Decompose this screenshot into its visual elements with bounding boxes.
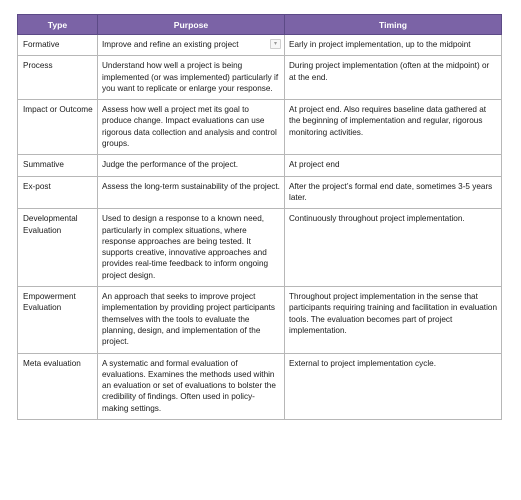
cell-timing[interactable]: At project end — [285, 155, 502, 176]
cell-purpose[interactable]: Assess the long-term sustainability of the project. — [98, 176, 285, 209]
cell-type[interactable]: Ex-post — [18, 176, 98, 209]
cell-purpose[interactable]: Understand how well a project is being implemented (or was implemented) particularly if you want to replicate or enlarge your response. — [98, 56, 285, 100]
cell-type[interactable]: Meta evaluation — [18, 353, 98, 419]
cell-purpose[interactable]: A systematic and formal evaluation of evaluations. Examines the methods used within an evaluation or set of evaluations to bolster the credibility of findings. Often used in policy-making settings. — [98, 353, 285, 419]
cell-timing[interactable]: Early in project implementation, up to the midpoint — [285, 35, 502, 56]
header-purpose: Purpose — [98, 15, 285, 35]
cell-type[interactable]: Process — [18, 56, 98, 100]
table-row — [18, 353, 502, 419]
cell-purpose[interactable]: An approach that seeks to improve project implementation by providing project participants themselves with the tools to evaluate the planning, design, and implementation of the project. — [98, 287, 285, 353]
table-row — [18, 35, 502, 56]
cell-type[interactable]: Impact or Outcome — [18, 100, 98, 155]
cell-type[interactable]: Summative — [18, 155, 98, 176]
table-row — [18, 176, 502, 209]
cell-type[interactable]: Empowerment Evaluation — [18, 287, 98, 353]
cell-purpose[interactable] — [98, 35, 285, 56]
table-row — [18, 56, 502, 100]
table-row — [18, 155, 502, 176]
table-row — [18, 209, 502, 287]
cell-type[interactable]: Developmental Evaluation — [18, 209, 98, 287]
cell-timing[interactable]: External to project implementation cycle. — [285, 353, 502, 419]
cell-timing[interactable]: Continuously throughout project implementation. — [285, 209, 502, 287]
table-row — [18, 100, 502, 155]
cell-purpose[interactable]: Used to design a response to a known need, particularly in complex situations, where response approaches are being tested. It supports creative, innovative approaches and provides real-time feedback to inform ongoing project design. — [98, 209, 285, 287]
cell-timing[interactable]: Throughout project implementation in the sense that participants requiring training and facilitation in evaluation tools. The evaluation becomes part of project implementation. — [285, 287, 502, 353]
cell-type[interactable]: Formative — [18, 35, 98, 56]
evaluation-types-table — [17, 14, 502, 420]
table-row — [18, 287, 502, 353]
dropdown-arrow-icon[interactable]: ▾ — [270, 39, 281, 49]
header-type: Type — [18, 15, 98, 35]
header-row — [18, 15, 502, 35]
cell-purpose-text: Improve and refine an existing project — [102, 40, 239, 49]
cell-timing[interactable]: After the project’s formal end date, sometimes 3-5 years later. — [285, 176, 502, 209]
header-timing: Timing — [285, 15, 502, 35]
cell-purpose[interactable]: Judge the performance of the project. — [98, 155, 285, 176]
cell-timing[interactable]: At project end. Also requires baseline data gathered at the beginning of implementation and regular, rigorous monitoring activities. — [285, 100, 502, 155]
cell-purpose[interactable]: Assess how well a project met its goal to produce change. Impact evaluations can use rigorous data collection and analysis and control groups. — [98, 100, 285, 155]
evaluation-types-table-container — [17, 14, 501, 420]
cell-timing[interactable]: During project implementation (often at the midpoint) or at the end. — [285, 56, 502, 100]
